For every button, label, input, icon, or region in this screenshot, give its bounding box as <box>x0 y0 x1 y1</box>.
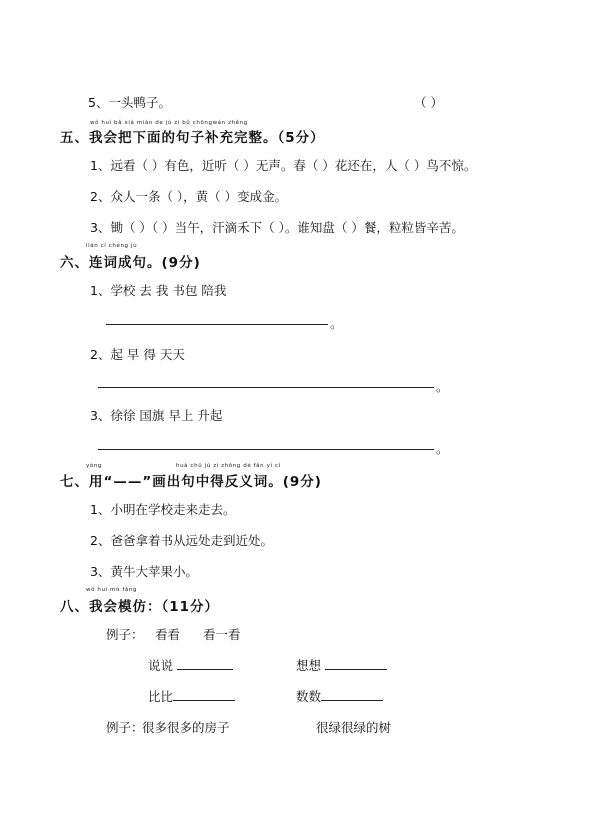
sec8-pair-1-left <box>148 656 233 674</box>
sec8-word-shushu: 数数 <box>296 689 322 704</box>
sec8-pair-2-left <box>148 687 235 705</box>
sec8-word-xiangxiang: 想想 <box>296 658 322 673</box>
sec6-title: 六、连词成句。(9分) <box>60 255 201 271</box>
sec8-pair-1-right <box>296 656 387 674</box>
sec7-item-2: 2、爸爸拿着书从远处走到近处。 <box>90 533 273 548</box>
sec6-end-2: 。 <box>436 379 449 394</box>
sec8-pair-2-right <box>296 687 383 705</box>
sec6-end-1: 。 <box>330 316 343 331</box>
sec6-pinyin: lián cí chénɡ jù <box>86 243 138 249</box>
sec7-title: 七、用“——”画出句中得反义词。(9分) <box>60 474 322 490</box>
sec5-item-2: 2、众人一条（ ），黄（ ）变成金。 <box>90 189 288 204</box>
sec6-item-2: 2、起 早 得 天天 <box>90 347 185 362</box>
sec7-item-1: 1、小明在学校走来走去。 <box>90 502 236 517</box>
sec8-blank-3[interactable] <box>173 688 235 701</box>
sec6-end-3: 。 <box>436 441 449 456</box>
sec6-answer-line-1[interactable] <box>106 324 328 325</box>
q5-answer-paren[interactable]: （ ） <box>414 95 443 110</box>
sec5-pinyin: wǒ huì bǎ xià miàn de jù zi bǔ chōnɡwán zhěnɡ <box>90 120 248 126</box>
sec8-example2-b: 很绿很绿的树 <box>316 720 392 735</box>
sec7-pinyin-rest: huà chū jù zi zhōnɡ dé fǎn yì cí <box>176 463 281 469</box>
sec8-blank-1[interactable] <box>177 657 233 670</box>
sec6-answer-line-3[interactable] <box>98 449 434 450</box>
sec8-blank-2[interactable] <box>325 657 387 670</box>
sec8-example1-b: 看一看 <box>203 627 241 642</box>
sec8-example1-label: 例子： <box>106 627 144 642</box>
sec6-item-1: 1、学校 去 我 书包 陪我 <box>90 283 227 298</box>
sec6-answer-line-2[interactable] <box>98 387 434 388</box>
sec8-pinyin: wǒ huì mó fǎnɡ <box>86 587 138 593</box>
sec8-example1-a: 看看 <box>155 627 181 642</box>
sec8-example2-a: 很多很多的房子 <box>142 720 230 735</box>
sec5-item-1: 1、远看（ ）有色，近听（ ）无声。春（ ）花还在，人（ ）鸟不惊。 <box>90 158 477 173</box>
q5-text: 5、一头鸭子。 <box>88 95 171 110</box>
sec8-word-shuoshuo: 说说 <box>148 658 174 673</box>
sec8-title: 八、我会模仿：（11分） <box>60 599 220 615</box>
sec8-example2-label: 例子： <box>106 720 144 735</box>
sec5-title: 五、我会把下面的句子补充完整。（5分） <box>60 130 325 146</box>
sec8-blank-4[interactable] <box>321 688 383 701</box>
sec5-item-3: 3、锄（ ）（ ）当午，汗滴禾下（ ）。谁知盘（ ）餐，粒粒皆辛苦。 <box>90 220 464 235</box>
sec7-pinyin-yong: yònɡ <box>86 463 102 469</box>
sec7-item-3: 3、黄牛大苹果小。 <box>90 564 198 579</box>
sec6-item-3: 3、徐徐 国旗 早上 升起 <box>90 408 223 423</box>
sec8-word-bibi: 比比 <box>148 689 174 704</box>
